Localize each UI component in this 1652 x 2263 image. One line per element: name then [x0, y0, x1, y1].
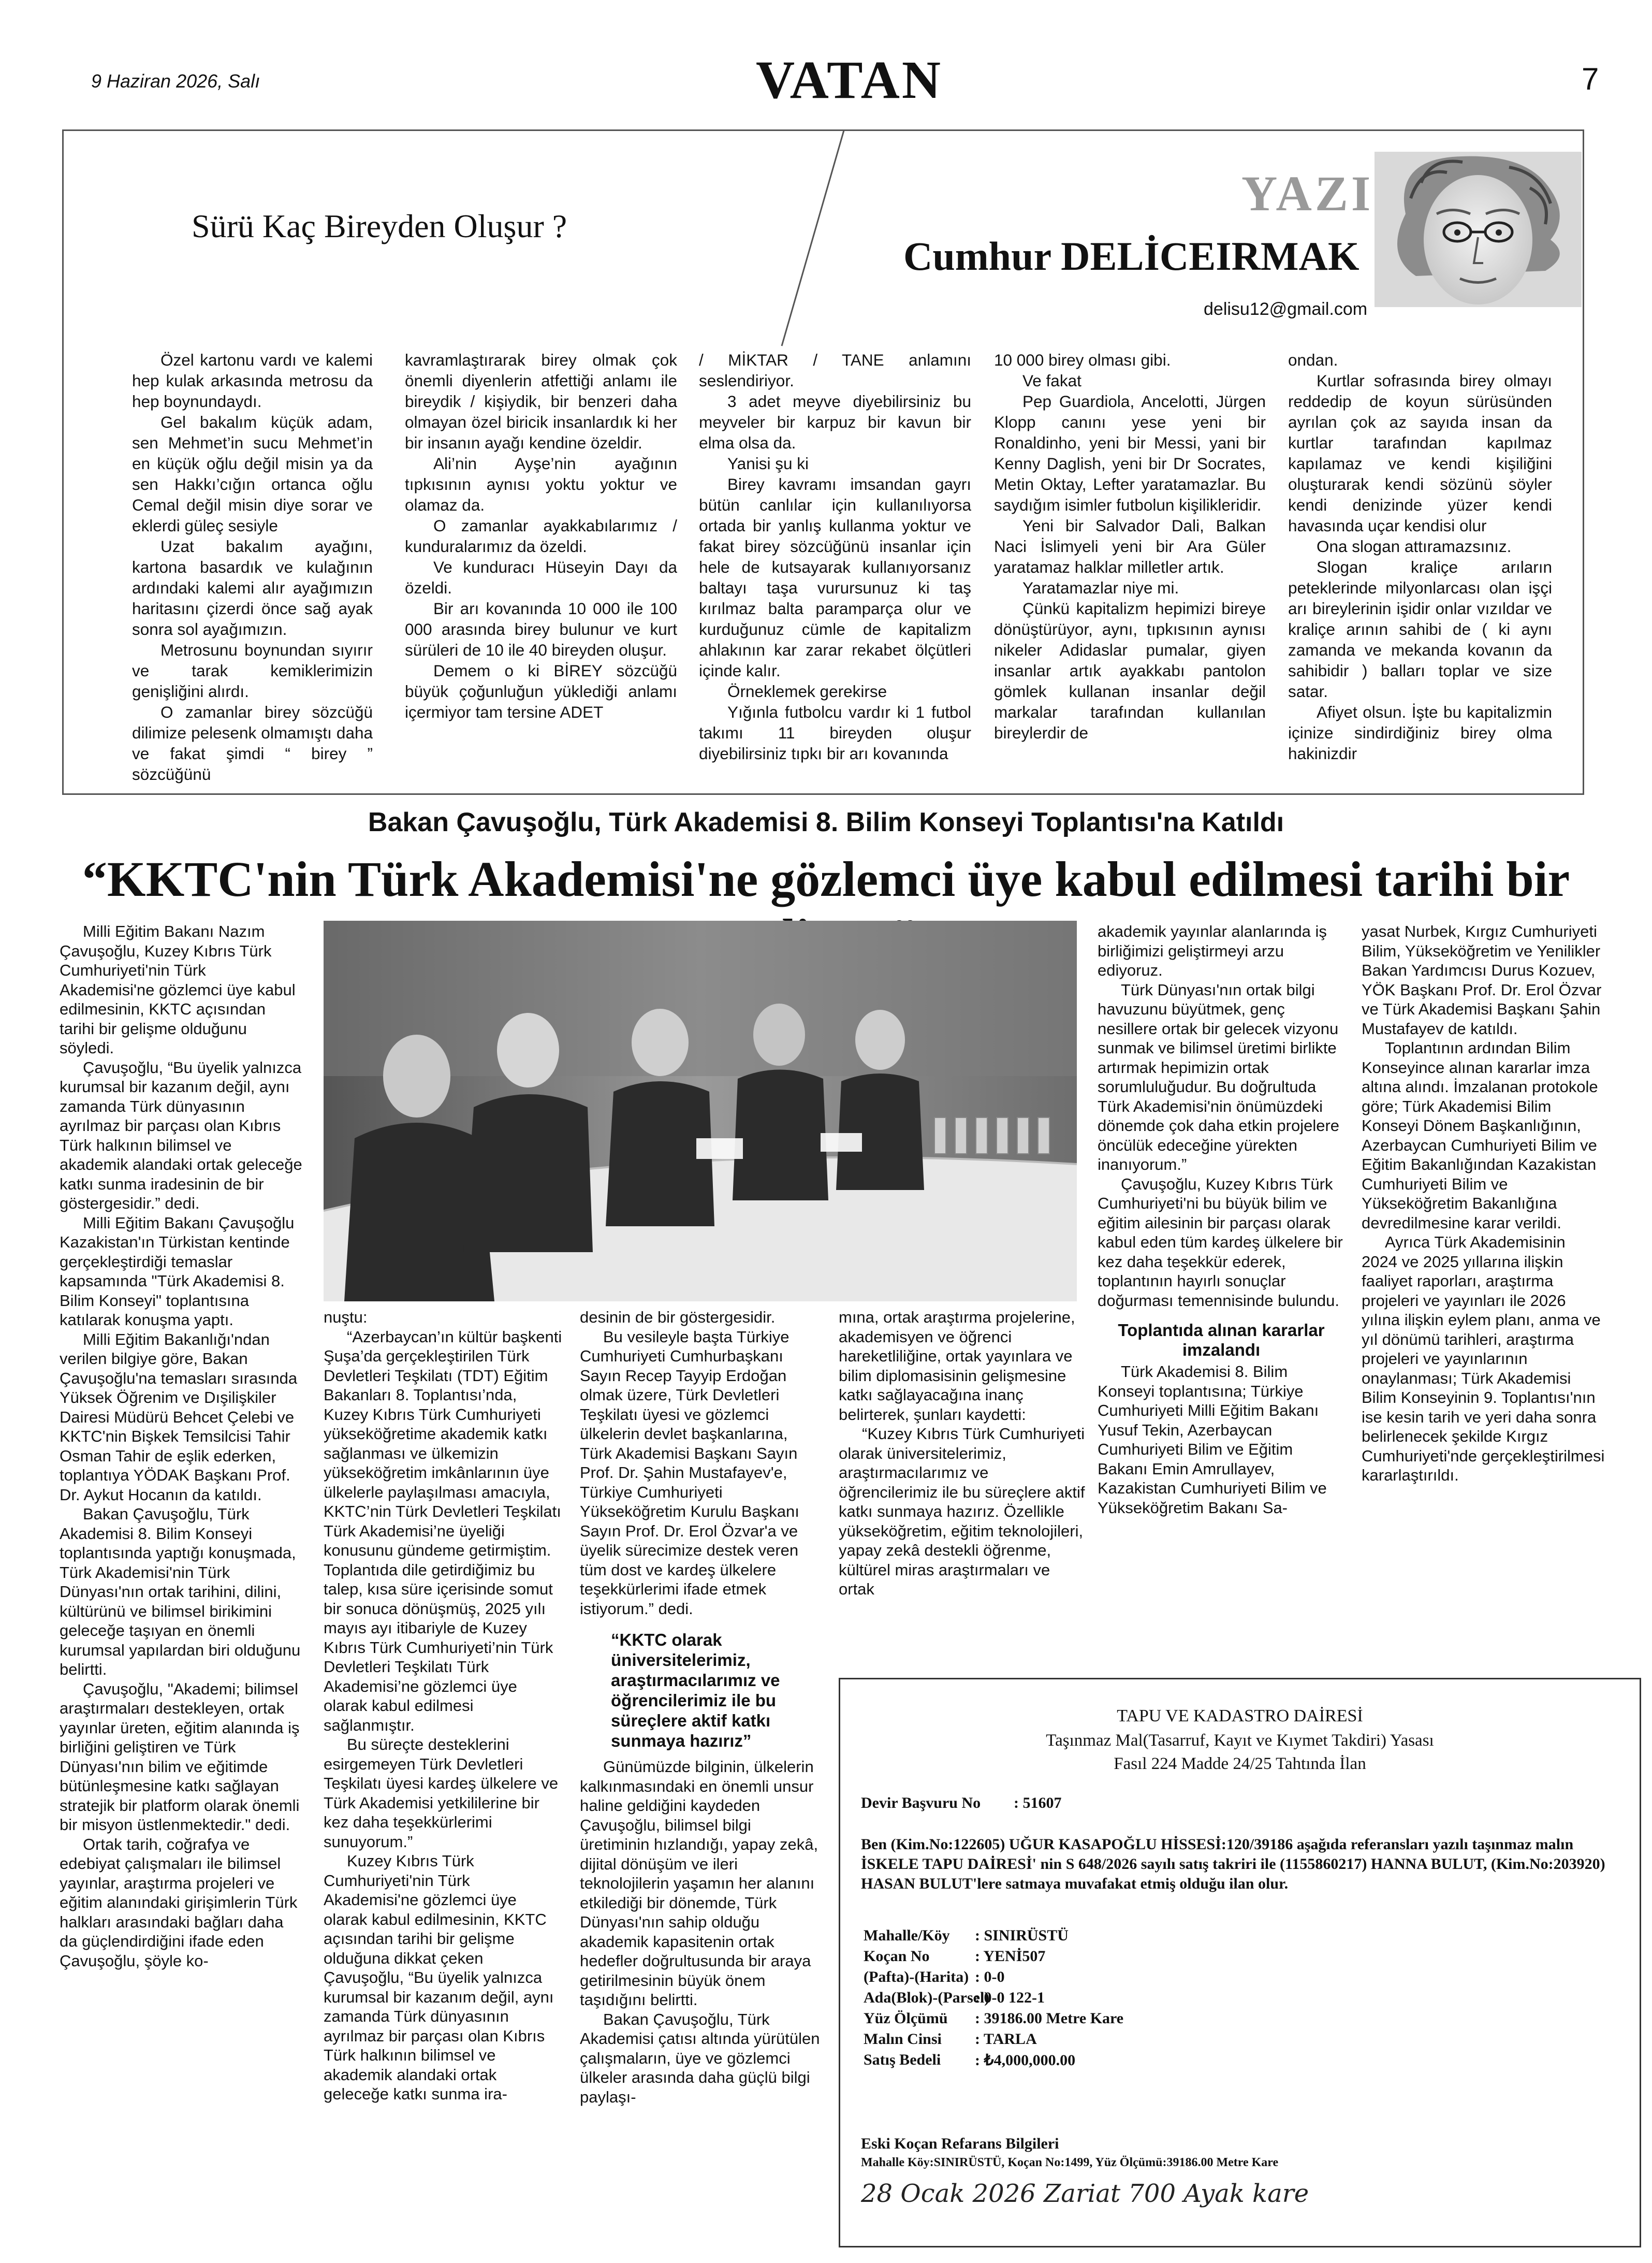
notice-row-value: : ₺4,000,000.00: [975, 2052, 1076, 2069]
notice-row-value: : 0-0 122-1: [975, 1989, 1045, 2006]
column-title: Sürü Kaç Bireyden Oluşur ?: [192, 208, 567, 244]
article-kicker: Bakan Çavuşoğlu, Türk Akademisi 8. Bilim Konseyi Toplantısı'na Katıldı: [368, 807, 1284, 837]
notice-row-key: Ada(Blok)-(Parsel): [864, 1989, 990, 2006]
land-registry-notice: [839, 1678, 1641, 2247]
notice-row-key: Satış Bedeli: [864, 2051, 941, 2068]
notice-row-value: : 39186.00 Metre Kare: [975, 2010, 1124, 2027]
notice-row-key: Mahalle/Köy: [864, 1927, 950, 1944]
reference-body: Mahalle Köy:SINIRÜSTÜ, Koçan No:1499, Yüz Ölçümü:39186.00 Metre Kare: [861, 2156, 1279, 2169]
notice-row-key: (Pafta)-(Harita): [864, 1968, 969, 1985]
notice-law: Taşınmaz Mal(Tasarruf, Kayıt ve Kıymet Takdiri) Yasası: [1046, 1731, 1434, 1750]
handwritten-note: 28 Ocak 2026 Zariat 700 Ayak kare: [861, 2179, 1309, 2208]
author-portrait: [1375, 152, 1582, 307]
notice-row-key: Yüz Ölçümü: [864, 2010, 948, 2027]
article-col-1: Milli Eğitim Bakanı Nazım Çavuşoğlu, Kuzey Kıbrıs Türk Cumhuriyeti'nin Türk Akademisi'ne gözlemci üye kabul edilmesinin, KKTC açısından tarihi bir gelişme olduğunu söyledi. Çavuşoğlu, “Bu üyelik yalnızca kurumsal bir kazanım değil, aynı zamanda Türk dünyasının ayrılmaz bir parçası olan Kıbrıs Türk halkının bilimsel ve akademik alandaki ortak geleceğe katkı sunma iradesinin de bir göstergesidir.” dedi. Milli Eğitim Bakanı Çavuşoğlu Kazakistan'ın Türkistan kentinde gerçekleştirdiği temaslar kapsamında "Türk Akademisi 8. Bilim Konseyi" toplantısına katılarak konuşma yaptı. Milli Eğitim Bakanlığı'ndan verilen bilgiye göre, Bakan Çavuşoğlu'na temasları sırasında Yüksek Öğrenim ve Dışilişkiler Dairesi Müdürü Behcet Çelebi ve KKTC'nin Bişkek Temsilcisi Tahir Osman Tahir de eşlik ederken, toplantıya YÖDAK Başkanı Prof. Dr. Aykut Hocanın da katıldı. Bakan Çavuşoğlu, Türk Akademisi 8. Bilim Konseyi toplantısında yaptığı konuşmada, Türk Akademisi'nin Türk Dünyası'nın ortak tarihini, dilini, kültürünü ve bilimsel birikimini geleceğe taşıyan en önemli kurumsal yapılardan biri olduğunu belirtti. Çavuşoğlu, "Akademi; bilimsel araştırmaları destekleyen, ortak yayınlar üreten, eğitim alanında iş birliğini geliştiren ve Türk Dünyası'nın bilim ve eğitimde bütünleşmesine katkı sağlayan stratejik bir platform olarak önemli bir misyon üstlenmektedir." dedi. Ortak tarih, coğrafya ve edebiyat çalışmaları ile bilimsel yayınlar, araştırma projeleri ve eğitim alanındaki girişimlerin Türk halkları arasındaki bağları daha da güçlendirdiğini ifade eden Çavuşoğlu, şöyle ko-: [60, 922, 302, 1970]
article-col-3: desinin de bir göstergesidir. Bu vesileyle başta Türkiye Cumhuriyeti Cumhurbaşkanı Sayın Recep Tayyip Erdoğan olmak üzere, Türk Devletleri Teşkilatı üyesi ve gözlemci ülkelerin devlet başkanlarına, Türk Akademisi Başkanı Sayın Prof. Dr. Şahin Mustafayev'e, Türkiye Cumhuriyeti Yükseköğretim Kurulu Başkanı Sayın Prof. Dr. Erol Özvar'a ve üyelik sürecimize destek veren tüm dost ve kardeş ülkelere teşekkürlerimi ifade etmek istiyorum.” dedi. “KKTC olarak üniversitelerimiz, araştırmacılarımız ve öğrencilerimiz ile bu süreçlere aktif katkı sunmaya hazırız” Günümüzde bilginin, ülkelerin kalkınmasındaki en önemli unsur haline geldiğini kaydeden Çavuşoğlu, bilimsel bilgi üretiminin hızlandığı, yapay zekâ, dijital dönüşüm ve ileri teknolojilerin yaşamın her alanını etkilediği bir dönemde, Türk Dünyası'nın sahip olduğu akademik kapasitenin ortak hedefler doğrultusunda bir araya getirilmesinin büyük önem taşıdığını belirtti. Bakan Çavuşoğlu, Türk Akademisi çatısı altında yürütülen çalışmaların, üye ve gözlemci ülkeler arasında daha güçlü bilgi paylaşı-: [580, 1308, 823, 2107]
article-headline: “KKTC'nin Türk Akademisi'ne gözlemci üye kabul edilmesi tarihi bir: [82, 851, 1570, 907]
notice-row-key: Malın Cinsi: [864, 2030, 942, 2048]
column-text-4: 10 000 birey olması gibi. Ve fakat Pep Guardiola, Ancelotti, Jürgen Klopp canını yese yeni bir Ronaldinho, yeni bir Messi, yani bir Kenny Daglish, yeni bir Dr Socrates, Metin Oktay, Lefter yaratamazlar. Bu saydığım isimler futbolun kişilikleridir. Yeni bir Salvador Dali, Balkan Naci İslimyeli yeni bir Ara Güler yaratamaz halklar milletler artık. Yaratamazlar niye mi. Çünkü kapitalizm hepimizi bireye dönüştürüyor, aynı, tıpkısının aynısı nikeler Adidaslar pumalar, giyen insanlar artık ayakkabı pantolon gömlek kullanan insanlar değil markalar tarafından kullanılan bireylerdir de: [994, 351, 1266, 742]
column-text-1: Özel kartonu vardı ve kalemi hep kulak arkasında metrosu da hep boynundaydı. Gel bakalım küçük adam, sen Mehmet’in sucu Mehmet’in en küçük oğlu değil misin ya da sen Hakkı’cığın ortanca oğlu Cemal değil misin diye sorar ve eklerdi güleç sesiyle Uzat bakalım ayağını, kartona basardık ve kulağının ardındaki kalemi alır ayağımızın haritasını çizerdi önce sağ ayak sonra sol ayağımızın. Metrosunu boynundan sıyırır ve tarak kemiklerimizin genişliğini alırdı. O zamanlar birey sözcüğü dilimize pelesenk olmamıştı daha ve fakat şimdi “ birey ” sözcüğünü: [132, 351, 373, 784]
article-col-2: nuştu: “Azerbaycan’ın kültür başkenti Şuşa’da gerçekleştirilen Türk Devletleri Teşkilatı (TDT) Eğitim Bakanları 8. Toplantısı’nda, Kuzey Kıbrıs Türk Cumhuriyeti yükseköğretime akademik katkı sağlanması ve ülkemizin yükseköğretim imkânlarının üye ülkelerle paylaşılması amacıyla, KKTC’nin Türk Devletleri Teşkilatı Türk Akademisi’ne üyeliği konusunu gündeme getirmiştim. Toplantıda dile getirdiğimiz bu talep, kısa süre içerisinde somut bir sonuca dönüşmüş, 2025 yılı mayıs ayı itibariyle de Kuzey Kıbrıs Türk Cumhuriyeti’nin Türk Devletleri Teşkilatı Türk Akademisi’ne gözlemci üye olarak kabul edilmesi sağlanmıştır. Bu süreçte desteklerini esirgemeyen Türk Devletleri Teşkilatı üyesi kardeş ülkelere ve Türk Akademisi yetkililerine bir kez daha teşekkürlerimi sunuyorum.” Kuzey Kıbrıs Türk Cumhuriyeti'nin Türk Akademisi'ne gözlemci üye olarak kabul edilmesinin, KKTC açısından tarihi bir gelişme olduğuna dikkat çeken Çavuşoğlu, “Bu üyelik yalnızca kurumsal bir kazanım değil, aynı zamanda Türk dünyasının ayrılmaz bir parçası olan Kıbrıs Türk halkının bilimsel ve akademik alandaki ortak geleceğe katkı sunma ira-: [324, 1308, 562, 2103]
devir-label: Devir Başvuru No: [861, 1794, 981, 1811]
article-col-4: mına, ortak araştırma projelerine, akademisyen ve öğrenci hareketliliğine, ortak yayınlara ve bilim diplomasisinin gelişmesine katkı sağlayacağına inanç belirterek, şunları kaydetti: “Kuzey Kıbrıs Türk Cumhuriyeti olarak üniversitelerimiz, araştırmacılarımız ve öğrencilerimiz ile bu süreçlere aktif katkı sunmaya hazırız. Özellikle yükseköğretim, eğitim teknolojileri, yapay zekâ destekli öğrenme, kültürel miras araştırmaları ve ortak: [839, 1308, 1085, 1598]
article-col-6: yasat Nurbek, Kırgız Cumhuriyeti Bilim, Yükseköğretim ve Yenilikler Bakan Yardımcısı Durus Kozuev, YÖK Başkanı Prof. Dr. Erol Özvar ve Türk Akademisi Başkanı Şahin Mustafayev de katıldı. Toplantının ardından Bilim Konseyince alınan kararlar imza altına alındı. İmzalanan protokole göre; Türk Akademisi Bilim Konseyi Dönem Başkanlığının, Azerbaycan Cumhuriyeti Bilim ve Eğitim Bakanlığından Kazakistan Cumhuriyeti Bilim ve Yükseköğretim Bakanlığına devredilmesine karar verildi. Ayrıca Türk Akademisinin 2024 ve 2025 yıllarına ilişkin faaliyet raporları, araştırma projeleri ve yayınları ile 2026 yılına ilişkin eylem planı, anma ve yıl dönümü tarihleri, araştırma projeleri ve yayınlarının onaylanması; Türk Akademisi Bilim Konseyinin 9. Toplantısı'nın ise kesin tarih ve yeri daha sonra belirlenecek şekilde Kırgız Cumhuriyeti'nde gerçekleştirilmesi kararlaştırıldı.: [1362, 922, 1605, 1484]
article-col-5: akademik yayınlar alanlarında iş birliğimizi geliştirmeyi arzu ediyoruz. Türk Dünyası'nın ortak bilgi havuzunu büyütmek, genç nesillere ortak bir gelecek vizyonu sunmak ve bilimsel üretimi birlikte artırmak hepimizin ortak sorumluluğudur. Bu doğrultuda Türk Akademisi'nin önümüzdeki dönemde çok daha etkin projelere öncülük edeceğine yürekten inanıyorum.” Çavuşoğlu, Kuzey Kıbrıs Türk Cumhuriyeti'ni bu büyük bilim ve eğitim ailesinin bir parçası olarak kabul eden tüm kardeş ülkelere bir kez daha teşekkür ederek, toplantının hayırlı sonuçlar doğurması temennisinde bulundu. Toplantıda alınan kararlar imzalandı Türk Akademisi 8. Bilim Konseyi toplantısına; Türkiye Cumhuriyeti Milli Eğitim Bakanı Yusuf Tekin, Azerbaycan Cumhuriyeti Bilim ve Eğitim Bakanı Emin Amrullayev, Kazakistan Cumhuriyeti Bilim ve Yükseköğretim Bakanı Sa-: [1098, 922, 1345, 1517]
notice-row-value: : TARLA: [975, 2030, 1037, 2048]
notice-row-value: : SINIRÜSTÜ: [975, 1927, 1069, 1944]
reference-title: Eski Koçan Refarans Bilgileri: [861, 2135, 1059, 2152]
masthead: VATAN: [756, 50, 943, 110]
meeting-photo: [324, 921, 1077, 1301]
pull-quote: “KKTC olarak üniversitelerimiz, araştırmacılarımız ve öğrencilerimiz ile bu süreçlere aktif katkı sunmaya hazırız”: [611, 1630, 780, 1750]
notice-article: Fasıl 224 Madde 24/25 Tahtında İlan: [1114, 1754, 1366, 1773]
notice-body: Ben (Kim.No:122605) UĞUR KASAPOĞLU HİSSESİ:120/39186 aşağıda referansları yazılı taşınmaz malın İSKELE TAPU DAİRESİ' nin S 648/2026 sayılı satış takriri ile (1155860217) HANNA BULUT, (Kim.No:203920) HASAN BULUT'lere satmaya muvafakat etmiş olduğu ilan olur.: [861, 1836, 1605, 1892]
article-subhead: Toplantıda alınan kararlar imzalandı: [1118, 1321, 1325, 1359]
author-email: delisu12@gmail.com: [1204, 299, 1368, 319]
notice-row-value: : YENİ507: [975, 1948, 1046, 1965]
issue-date: 9 Haziran 2026, Salı: [91, 70, 260, 92]
column-text-2: kavramlaştırarak birey olmak çok önemli diyenlerin atfettiği anlamı ile bireydik / kişiydik, bir benzeri daha olmayan özel biricik insanlardık ki her bir insanın ayağı kendine özeldir. Ali’nin Ayşe’nin ayağının tıpkısının aynısı yoktu yoktur ve olamaz da. O zamanlar ayakkabılarımız / kunduralarımız da özeldi. Ve kunduracı Hüseyin Dayı da özeldi. Bir arı kovanında 10 000 ile 100 000 arasında birey bulunur ve kurt sürüleri de 10 ile 40 bireyden oluşur. Demem o ki BİREY sözcüğü büyük çoğunluğun yüklediği anlamı içermiyor tam tersine ADET: [405, 351, 677, 721]
column-divider-slash: [745, 129, 849, 347]
notice-office: TAPU VE KADASTRO DAİRESİ: [1117, 1706, 1363, 1725]
notice-row-key: Koçan No: [864, 1948, 930, 1965]
column-text-5: ondan. Kurtlar sofrasında birey olmayı reddedip de koyun sürüsünden ayrılan çok az sayıda insan da kurtlar tarafından kapılmaz kapılamaz ve kendi kişiliğini oluşturarak kendi sözünü söyler kendi denizinde yüzer kendi havasında uçar kendisi olur Ona slogan attıramazsınız. Slogan kraliçe arıların peteklerinde milyonlarcası olan işçi arı bireylerinin işidir onlar vızıldar ve kraliçe arının sahibi de ( ki aynı zamanda ve mekanda kovanın da sahibidir ) balları toplar ve size satar. Afiyet olsun. İşte bu kapitalizmin içinize sindirdiğiniz birey olma hakinizdir: [1288, 351, 1552, 763]
column-author: Cumhur DELİCEIRMAK: [903, 234, 1359, 279]
column-label: YAZI: [1241, 166, 1374, 221]
page-number: 7: [1582, 62, 1599, 96]
column-text-3: / MİKTAR / TANE anlamını seslendiriyor. 3 adet meyve diyebilirsiniz bu meyveler bir karpuz bir kavun bir elma olsa da. Yanisi şu ki Birey kavramı imsandan gayrı bütün canlılar için kullanılıyorsa ortada bir yanlış kullanma yoktur ve fakat birey sözcüğünü insanlar için hele de kutsayarak kullanıyorsanız baltayı taşa vurursunuz ki taş kırılmaz balta paramparça olur ve kurduğunuz cümle de kapitalizm ahlakının kar zarar rekabet ölçütleri içinde kalır. Örneklemek gerekirse Yığınla futbolcu vardır ki 1 futbol takımı 11 bireyden oluşur diyebilirsiniz tıpkı bir arı kovanında: [699, 351, 971, 763]
devir-value: : 51607: [1014, 1794, 1062, 1811]
notice-row-value: : 0-0: [975, 1968, 1005, 1985]
